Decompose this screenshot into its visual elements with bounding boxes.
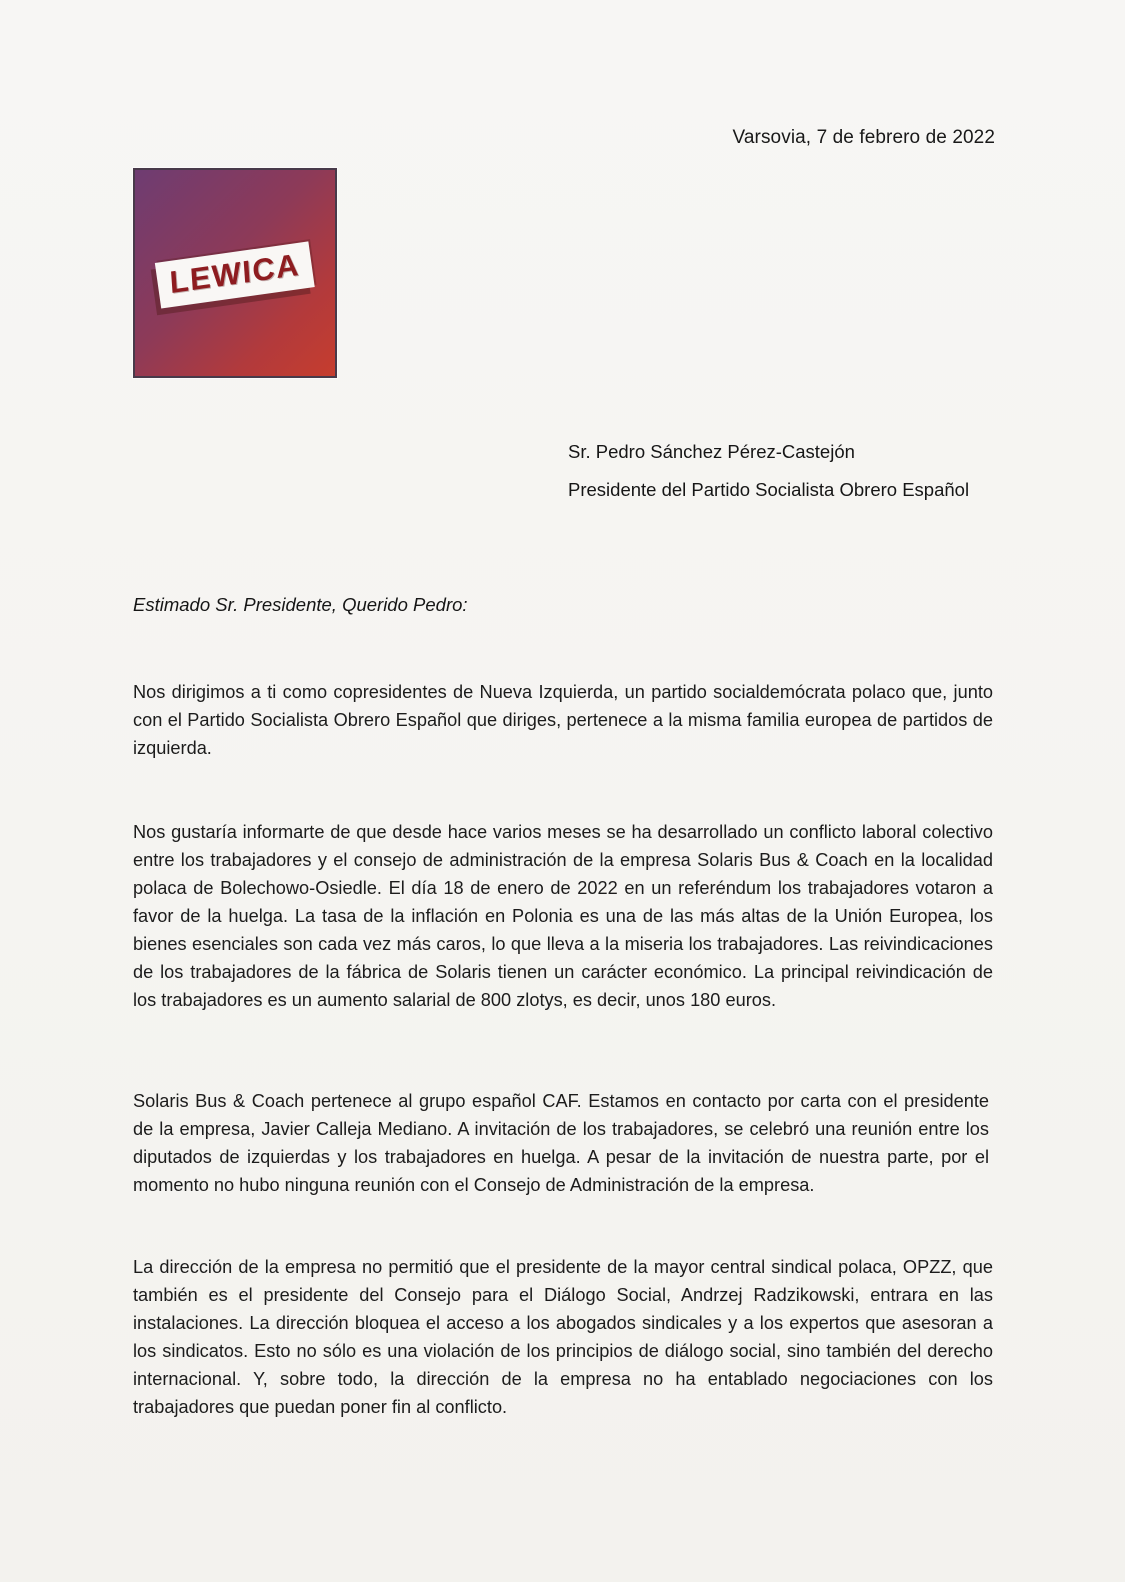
paragraph-introduction: Nos dirigimos a ti como copresidentes de Nueva Izquierda, un partido socialdemócrata polaco que, junto con el Partido Socialista Obrero Español que diriges, pertenece a la misma familia europea de partidos de izquierda.: [133, 682, 993, 758]
paragraph-conflict-description: Nos gustaría informarte de que desde hace varios meses se ha desarrollado un conflicto laboral colectivo entre los trabajadores y el consejo de administración de la empresa Solaris Bus & Coach en la localidad polaca de Bolechowo-Osiedle. El día 18 de enero de 2022 en un referéndum los trabajadores votaron a favor de la huelga. La tasa de la inflación en Polonia es una de las más altas de la Unión Europea, los bienes esenciales son cada vez más caros, lo que lleva a la miseria los trabajadores. Las reivindicaciones de los trabajadores de la fábrica de Solaris tienen un carácter económico. La principal reivindicación de los trabajadores es un aumento salarial de 800 zlotys, es decir, unos 180 euros.: [133, 822, 993, 1010]
lewica-logo-text: LEWICA: [168, 246, 302, 301]
recipient-title: Presidente del Partido Socialista Obrero Español: [568, 479, 970, 500]
lewica-logo-banner: [155, 241, 315, 308]
date-line: Varsovia, 7 de febrero de 2022: [732, 127, 995, 148]
recipient-name: Sr. Pedro Sánchez Pérez-Castejón: [568, 441, 855, 462]
lewica-logo: [133, 168, 337, 378]
recipient-block: [568, 433, 969, 509]
salutation: Estimado Sr. Presidente, Querido Pedro:: [133, 594, 468, 615]
paragraph-caf-contact: Solaris Bus & Coach pertenece al grupo español CAF. Estamos en contacto por carta con el presidente de la empresa, Javier Calleja Mediano. A invitación de los trabajadores, se celebró una reunión entre los diputados de izquierdas y los trabajadores en huelga. A pesar de la invitación de nuestra parte, por el momento no hubo ninguna reunión con el Consejo de Administración de la empresa.: [133, 1091, 989, 1195]
paragraph-management-accusations: La dirección de la empresa no permitió que el presidente de la mayor central sindical polaca, OPZZ, que también es el presidente del Consejo para el Diálogo Social, Andrzej Radzikowski, entrara en las instalaciones. La dirección bloquea el acceso a los abogados sindicales y a los expertos que asesoran a los sindicatos. Esto no sólo es una violación de los principios de diálogo social, sino también del derecho internacional. Y, sobre todo, la dirección de la empresa no ha entablado negociaciones con los trabajadores que puedan poner fin al conflicto.: [133, 1257, 993, 1417]
